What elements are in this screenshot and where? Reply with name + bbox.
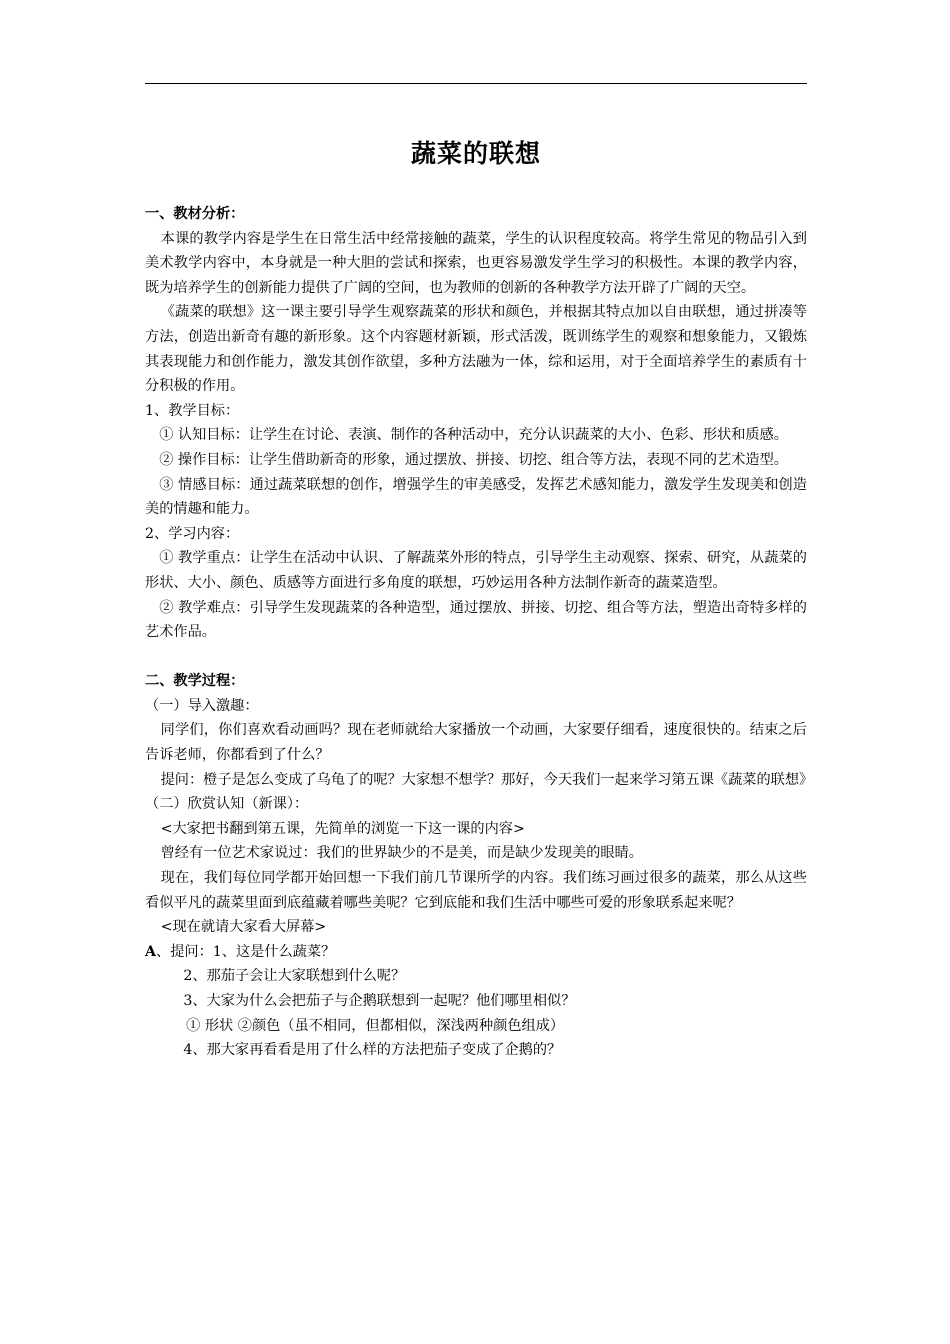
paragraph: 同学们，你们喜欢看动画吗？现在老师就给大家播放一个动画，大家要仔细看，速度很快的。结束之后告诉老师，你都看到了什么？ bbox=[145, 722, 807, 764]
paragraph: <大家把书翻到第五课，先简单的浏览一下这一课的内容> bbox=[160, 820, 525, 837]
section-heading-process: 二、教学过程： bbox=[145, 673, 245, 690]
paragraph: 现在，我们每位同学都开始回想一下我们前几节课所学的内容。我们练习画过很多的蔬菜，那么从这些看似平凡的蔬菜里面到底蕴藏着哪些美呢？它到底能和我们生活中哪些可爱的形象联系起来呢？ bbox=[145, 870, 807, 911]
qa-question-3: 3、大家为什么会把茄子与企鹅联想到一起呢？他们哪里相似？ bbox=[183, 993, 576, 1009]
header-rule bbox=[145, 83, 807, 84]
subheading-intro: （一）导入激趣： bbox=[145, 697, 259, 714]
qa-line bbox=[145, 940, 807, 965]
section-heading-analysis: 一、教材分析： bbox=[145, 206, 245, 222]
qa-question-4: 4、那大家再看看是用了什么样的方法把茄子变成了企鹅的？ bbox=[183, 1042, 562, 1059]
paragraph: 本课的教学内容是学生在日常生活中经常接触的蔬菜，学生的认识程度较高。将学生常见的物品引入到美术教学内容中，本身就是一种大胆的尝试和探索，也更容易激发学生学习的积极性。本课的教学内容，既为培养学生的创新能力提供了广阔的空间，也为教师的创新的各种教学方法开辟了广阔的天空。 bbox=[145, 230, 807, 296]
qa-label: A bbox=[145, 943, 157, 960]
paragraph: 曾经有一位艺术家说过：我们的世界缺少的不是美，而是缺少发现美的眼睛。 bbox=[160, 845, 643, 862]
subheading-content: 2、学习内容： bbox=[145, 525, 240, 542]
list-item: ② 操作目标：让学生借助新奇的形象，通过摆放、拼接、切挖、组合等方法，表现不同的艺术造型。 bbox=[159, 451, 788, 468]
subheading-goals: 1、教学目标： bbox=[145, 402, 240, 419]
list-item: ① 认知目标：让学生在讨论、表演、制作的各种活动中，充分认识蔬菜的大小、色彩、形状和质感。 bbox=[159, 427, 788, 444]
paragraph: 提问：橙子是怎么变成了乌龟了的呢？大家想不想学？那好，今天我们一起来学习第五课《蔬菜的联想》 bbox=[160, 771, 814, 788]
list-item: ② 教学难点：引导学生发现蔬菜的各种造型，通过摆放、拼接、切挖、组合等方法，塑造出奇特多样的艺术作品。 bbox=[145, 599, 807, 641]
page-title: 蔬菜的联想 bbox=[410, 139, 541, 168]
qa-question-2: 2、那茄子会让大家联想到什么呢？ bbox=[183, 968, 406, 985]
paragraph: <现在就请大家看大屏幕> bbox=[160, 919, 327, 936]
list-item: ① 教学重点：让学生在活动中认识、了解蔬菜外形的特点，引导学生主动观察、探索、研究，从蔬菜的形状、大小、颜色、质感等方面进行多角度的联想，巧妙运用各种方法制作新奇的蔬菜造型。 bbox=[145, 550, 807, 591]
qa-question-1: 、提问：1、这是什么蔬菜？ bbox=[156, 943, 336, 960]
subheading-appreciation: （二）欣赏认知（新课）： bbox=[145, 796, 309, 813]
qa-answer-3: ① 形状 ②颜色（虽不相同，但都相似，深浅两种颜色组成） bbox=[186, 1017, 565, 1034]
paragraph: 《蔬菜的联想》这一课主要引导学生观察蔬菜的形状和颜色，并根据其特点加以自由联想，通过拼凑等方法，创造出新奇有趣的新形象。这个内容题材新颖，形式活泼，既训练学生的观察和想象能力，又锻炼其表现能力和创作能力，激发其创作欲望，多种方法融为一体，综和运用，对于全面培养学生的素质有十分积极的作用。 bbox=[145, 304, 807, 395]
spacer bbox=[145, 645, 807, 670]
list-item: ③ 情感目标：通过蔬菜联想的创作，增强学生的审美感受，发挥艺术感知能力，激发学生发现美和创造美的情趣和能力。 bbox=[145, 476, 807, 518]
document-body bbox=[145, 202, 814, 1063]
